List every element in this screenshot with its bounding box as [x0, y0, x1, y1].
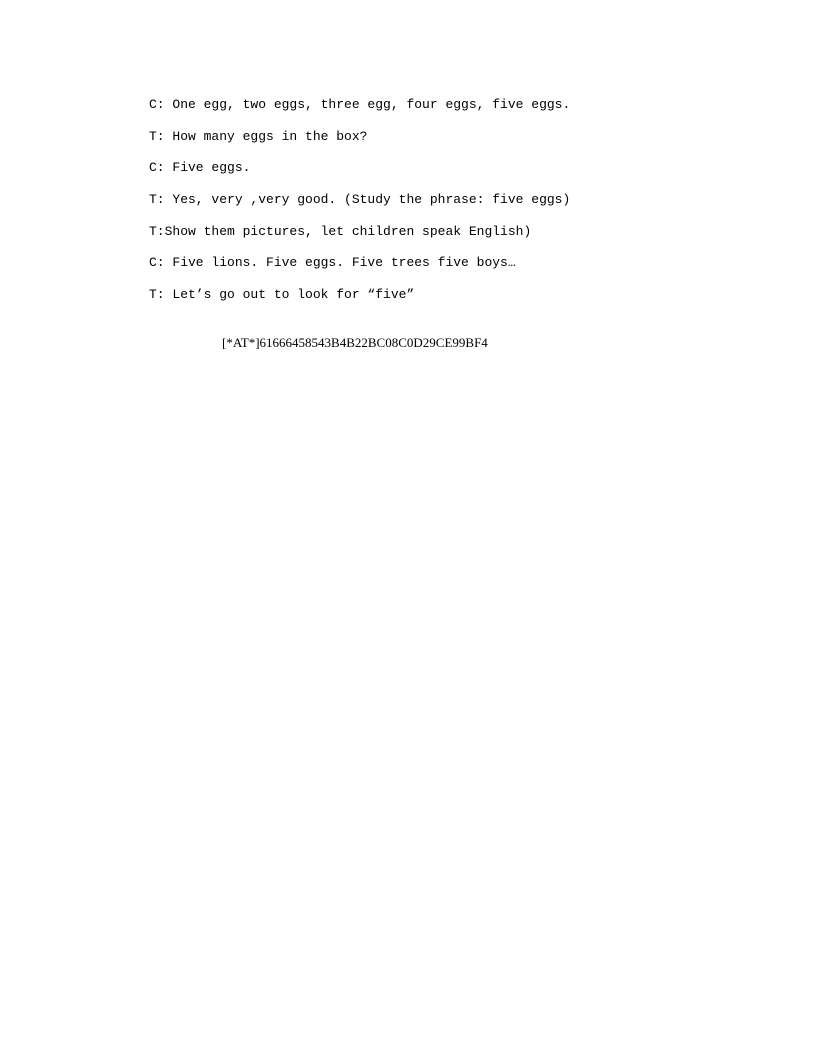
dialogue-line: T:Show them pictures, let children speak English): [149, 223, 532, 239]
dialogue-line: C: One egg, two eggs, three egg, four eggs, five eggs.: [149, 97, 571, 112]
dialogue-line: T: Let’s go out to look for “five”: [149, 287, 415, 303]
dialogue-line: T: How many eggs in the box?: [149, 128, 368, 144]
dialogue-line: C: Five lions. Five eggs. Five trees five boys…: [149, 255, 516, 271]
dialogue-block: [149, 96, 769, 318]
dialogue-line: C: Five eggs.: [149, 160, 251, 176]
dialogue-line: T: Yes, very ,very good. (Study the phrase: five eggs): [149, 192, 571, 208]
document-code: [*AT*]61666458543B4B22BC08C0D29CE99BF4: [222, 335, 488, 350]
